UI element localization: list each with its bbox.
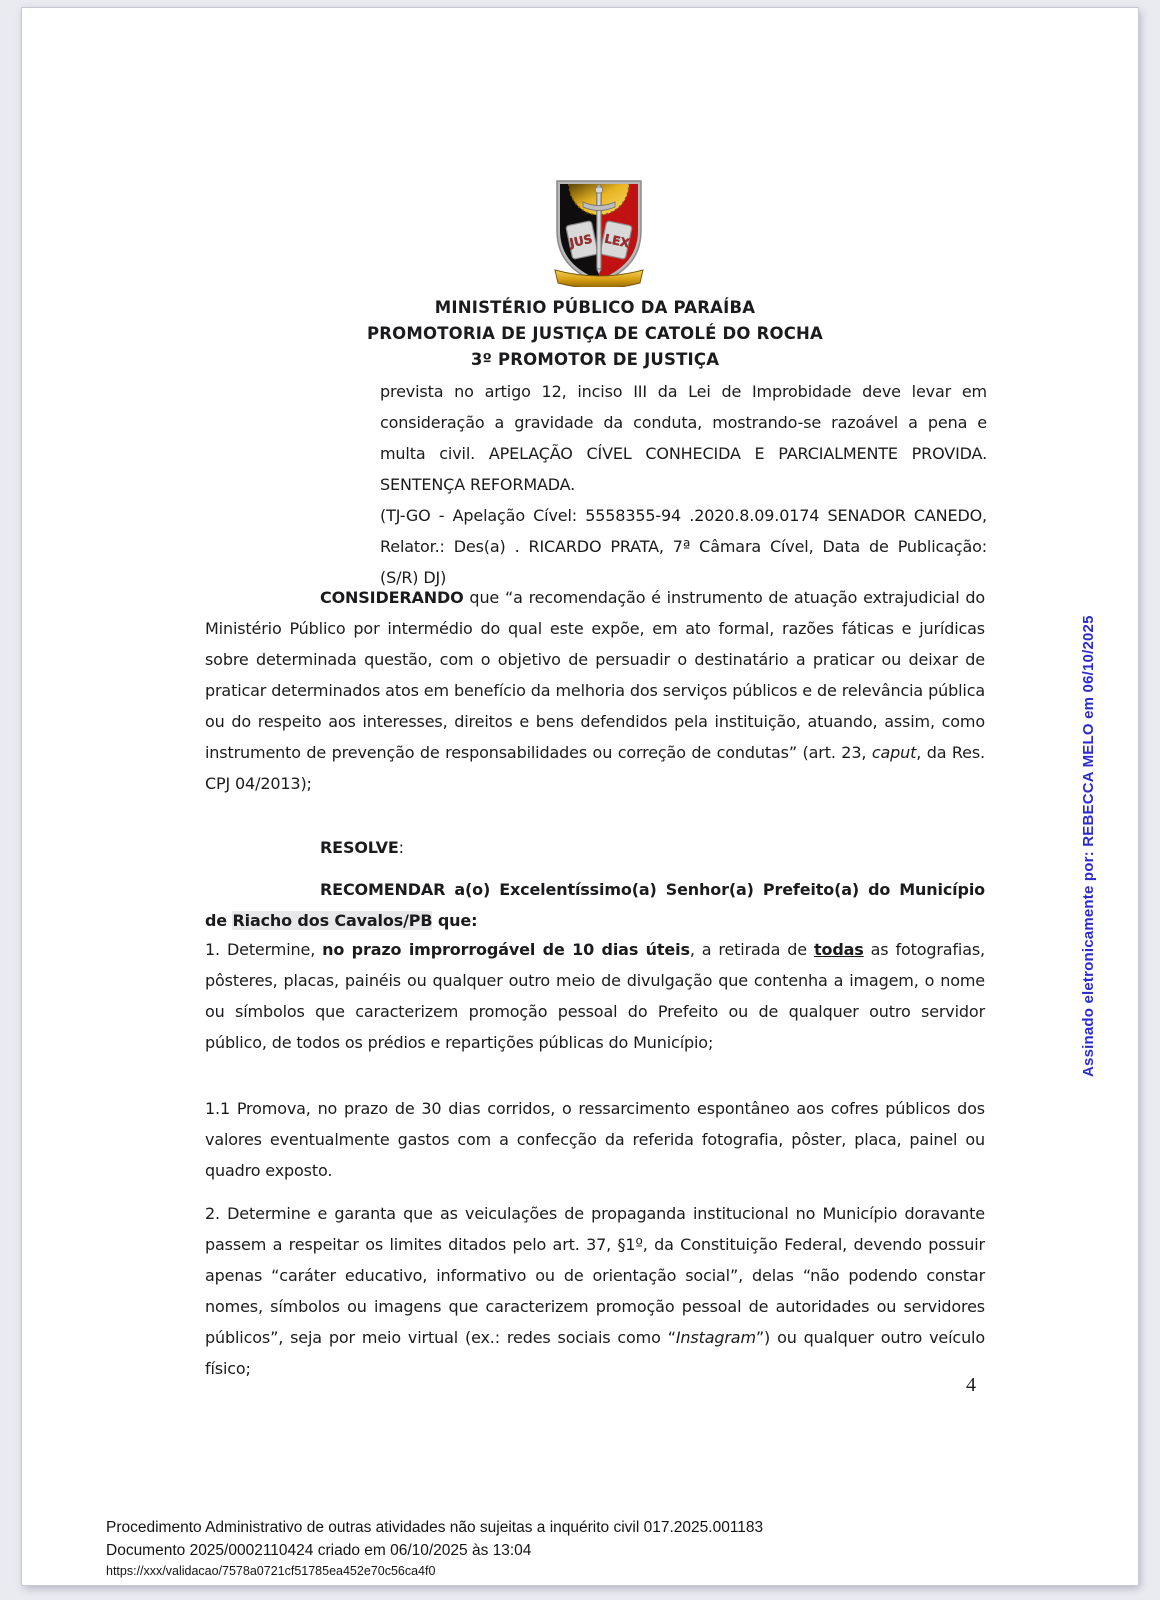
item2-instagram: Instagram xyxy=(675,1328,756,1347)
recomendar-paragraph xyxy=(205,874,985,936)
item1-tail: as fotografias, pôsteres, placas, painéis ou qualquer outro meio de divulgação que contenha a imagem, o nome ou símbolos que caracterizem promoção pessoal do Prefeito ou de qualquer outro servidor público, de todos os prédios e repartições públicas do Município; xyxy=(205,940,985,1052)
recommendation-item-2 xyxy=(205,1198,985,1384)
considerando-lead: CONSIDERANDO xyxy=(320,588,464,607)
footer-document-info: Documento 2025/0002110424 criado em 06/10/2025 às 13:04 xyxy=(106,1542,532,1559)
considerando-body: que “a recomendação é instrumento de atuação extrajudicial do Ministério Público por intermédio do qual este expõe, em ato formal, razões fáticas e jurídicas sobre determinada questão, com o objetivo de persuadir o destinatário a praticar ou deixar de praticar determinados atos em benefício da melhoria dos serviços públicos e de relevância pública ou do respeito aos interesses, direitos e bens defendidos pela instituição, atuando, assim, como instrumento de prevenção de responsabilidades ou correção de condutas” (art. 23, xyxy=(205,588,985,762)
crest-lex-text: LEX xyxy=(603,231,631,251)
resolve-line xyxy=(205,832,985,863)
recomendar-lead: RECOMENDAR a(o) Excelentíssimo(a) Senhor(a) Prefeito(a) do Município de xyxy=(205,880,985,930)
recommendation-item-1-1: 1.1 Promova, no prazo de 30 dias corridos, o ressarcimento espontâneo aos cofres públicos dos valores eventualmente gastos com a confecção da referida fotografia, pôster, placa, painel ou quadro exposto. xyxy=(205,1099,985,1180)
quote-citation: (TJ-GO - Apelação Cível: 5558355-94 .2020.8.09.0174 SENADOR CANEDO, Relator.: Des(a) . RICARDO PRATA, 7ª Câmara Cível, Data de Publicação: (S/R) DJ) xyxy=(380,506,987,587)
item1-mid: , a retirada de xyxy=(689,940,814,959)
letterhead xyxy=(205,295,985,373)
letterhead-office: PROMOTORIA DE JUSTIÇA DE CATOLÉ DO ROCHA xyxy=(366,324,824,343)
crest-jus-text: JUS xyxy=(568,231,594,251)
letterhead-org: MINISTÉRIO PÚBLICO DA PARAÍBA xyxy=(434,298,756,317)
document-page xyxy=(22,8,1138,1585)
recomendar-tail: que: xyxy=(432,911,478,930)
recomendar-municipality: Riacho dos Cavalos/PB xyxy=(232,911,433,930)
item2-tail: ”) ou qualquer outro veículo físico; xyxy=(205,1328,985,1378)
signature-stamp: Assinado eletronicamente por: REBECCA MELO em 06/10/2025 xyxy=(1080,615,1097,1077)
document-footer xyxy=(106,1516,763,1580)
resolve-colon: : xyxy=(398,838,404,857)
item1-start: 1. Determine, xyxy=(205,940,323,959)
letterhead-role: 3º PROMOTOR DE JUSTIÇA xyxy=(470,350,720,369)
recommendation-item-1 xyxy=(205,934,985,1058)
ministry-crest-icon xyxy=(549,175,649,287)
considerando-paragraph xyxy=(205,582,985,799)
item1-todas: todas xyxy=(813,940,864,959)
quote-body: prevista no artigo 12, inciso III da Lei de Improbidade deve levar em consideração a gravidade da conduta, mostrando-se razoável a pena e multa civil. APELAÇÃO CÍVEL CONHECIDA E PARCIALMENTE PROVIDA. SENTENÇA REFORMADA. xyxy=(380,382,987,494)
page-number: 4 xyxy=(966,1374,976,1396)
ministry-crest xyxy=(549,175,649,287)
considerando-tail: , da Res. CPJ 04/2013); xyxy=(205,743,985,793)
item2-start: 2. Determine e garanta que as veiculações de propaganda institucional no Município doravante passem a respeitar os limites ditados pelo art. 37, §1º, da Constituição Federal, devendo possuir apenas “caráter educativo, informativo ou de orientação social”, delas “não podendo constar nomes, símbolos ou imagens que caracterizem promoção pessoal de autoridades ou servidores públicos”, seja por meio virtual (ex.: redes sociais como “ xyxy=(205,1204,985,1347)
item1-deadline: no prazo improrrogável de 10 dias úteis xyxy=(322,940,690,959)
jurisprudence-quote xyxy=(380,376,987,593)
footer-procedure: Procedimento Administrativo de outras atividades não sujeitas a inquérito civil 017.2025.001183 xyxy=(106,1519,764,1536)
footer-validation-url: https://xxx/validacao/7578a0721cf51785ea452e70c56ca4f0 xyxy=(106,1564,436,1578)
considerando-caput: caput xyxy=(871,743,917,762)
resolve-word: RESOLVE xyxy=(320,838,399,857)
